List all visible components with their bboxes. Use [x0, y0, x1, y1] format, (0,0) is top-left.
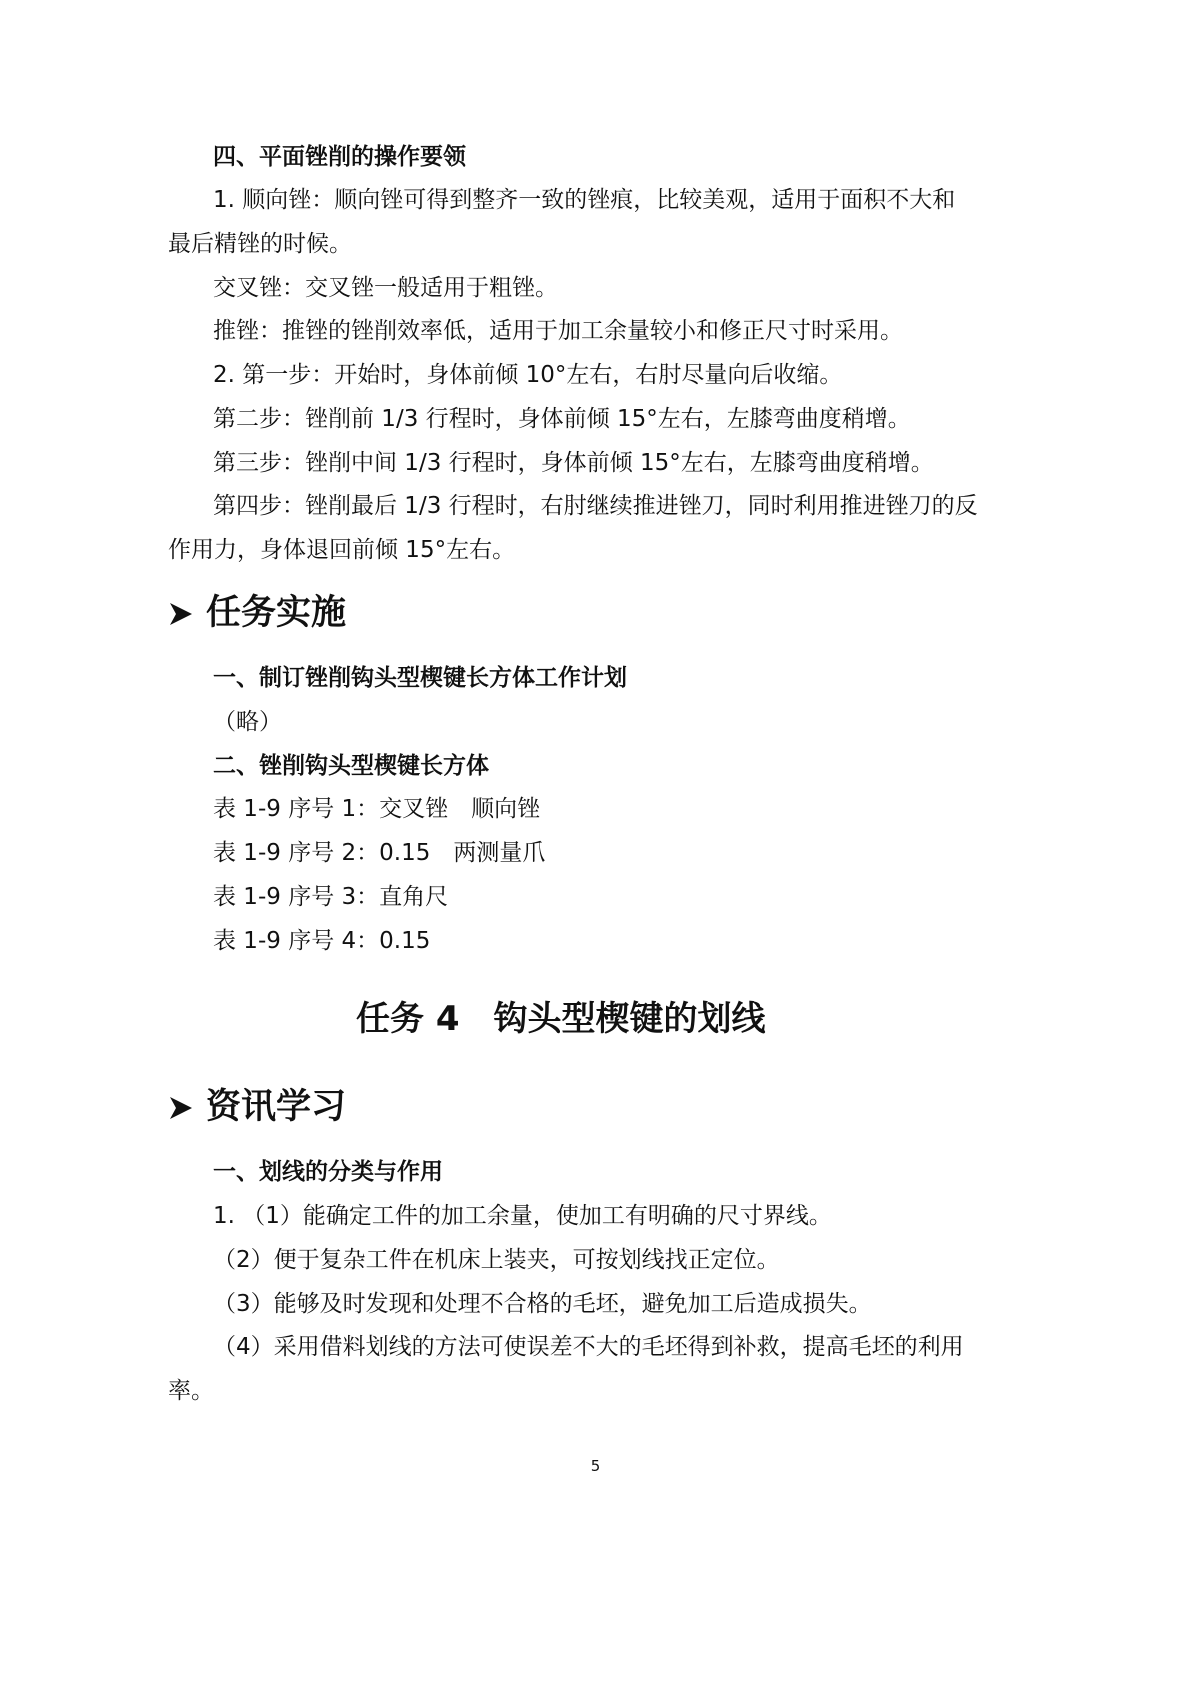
paragraph-line: 交叉锉：交叉锉一般适用于粗锉。	[213, 275, 558, 301]
list-item: （3）能够及时发现和处理不合格的毛坯，避免加工后造成损失。	[213, 1291, 872, 1317]
list-item: （4）采用借料划线的方法可使误差不大的毛坯得到补救，提高毛坯的利用	[213, 1334, 964, 1360]
list-item: 1. （1）能确定工件的加工余量，使加工有明确的尺寸界线。	[213, 1203, 832, 1229]
list-item: 表 1-9 序号 3：直角尺	[213, 884, 449, 910]
subheading-work-plan: 一、制订锉削钩头型楔键长方体工作计划	[213, 665, 627, 691]
arrow-bullet-icon	[168, 601, 194, 627]
section-title-study	[168, 1085, 346, 1129]
list-item: 表 1-9 序号 2：0.15 两测量爪	[213, 840, 546, 866]
paragraph-line: 第四步：锉削最后 1/3 行程时，右肘继续推进锉刀，同时利用推进锉刀的反	[213, 493, 978, 519]
subheading-filing-block: 二、锉削钩头型楔键长方体	[213, 753, 489, 779]
list-item: 表 1-9 序号 1：交叉锉 顺向锉	[213, 796, 541, 822]
task-title: 任务 4 钩头型楔键的划线	[356, 999, 766, 1039]
paragraph-line: 最后精锉的时候。	[168, 231, 352, 257]
list-item: （2）便于复杂工件在机床上装夹，可按划线找正定位。	[213, 1247, 780, 1273]
paragraph-line: 推锉：推锉的锉削效率低，适用于加工余量较小和修正尺寸时采用。	[213, 318, 903, 344]
list-item: 表 1-9 序号 4：0.15	[213, 928, 431, 954]
section-heading-filing-essentials: 四、平面锉削的操作要领	[213, 144, 466, 170]
paragraph-line: 第三步：锉削中间 1/3 行程时，身体前倾 15°左右，左膝弯曲度稍增。	[213, 450, 934, 476]
section-title-text: 资讯学习	[206, 1087, 347, 1127]
paragraph-line: 作用力，身体退回前倾 15°左右。	[168, 537, 516, 563]
page-number: 5	[590, 1457, 601, 1475]
paragraph-line: 率。	[168, 1378, 214, 1404]
paragraph-line: （略）	[213, 709, 282, 735]
paragraph-line: 2. 第一步：开始时，身体前倾 10°左右，右肘尽量向后收缩。	[213, 362, 843, 388]
section-title-implementation	[168, 591, 346, 635]
paragraph-line: 第二步：锉削前 1/3 行程时，身体前倾 15°左右，左膝弯曲度稍增。	[213, 406, 911, 432]
paragraph-line: 1. 顺向锉：顺向锉可得到整齐一致的锉痕，比较美观，适用于面积不大和	[213, 187, 956, 213]
section-title-text: 任务实施	[206, 593, 347, 633]
arrow-bullet-icon	[168, 1095, 194, 1121]
subheading-marking: 一、划线的分类与作用	[213, 1159, 443, 1185]
